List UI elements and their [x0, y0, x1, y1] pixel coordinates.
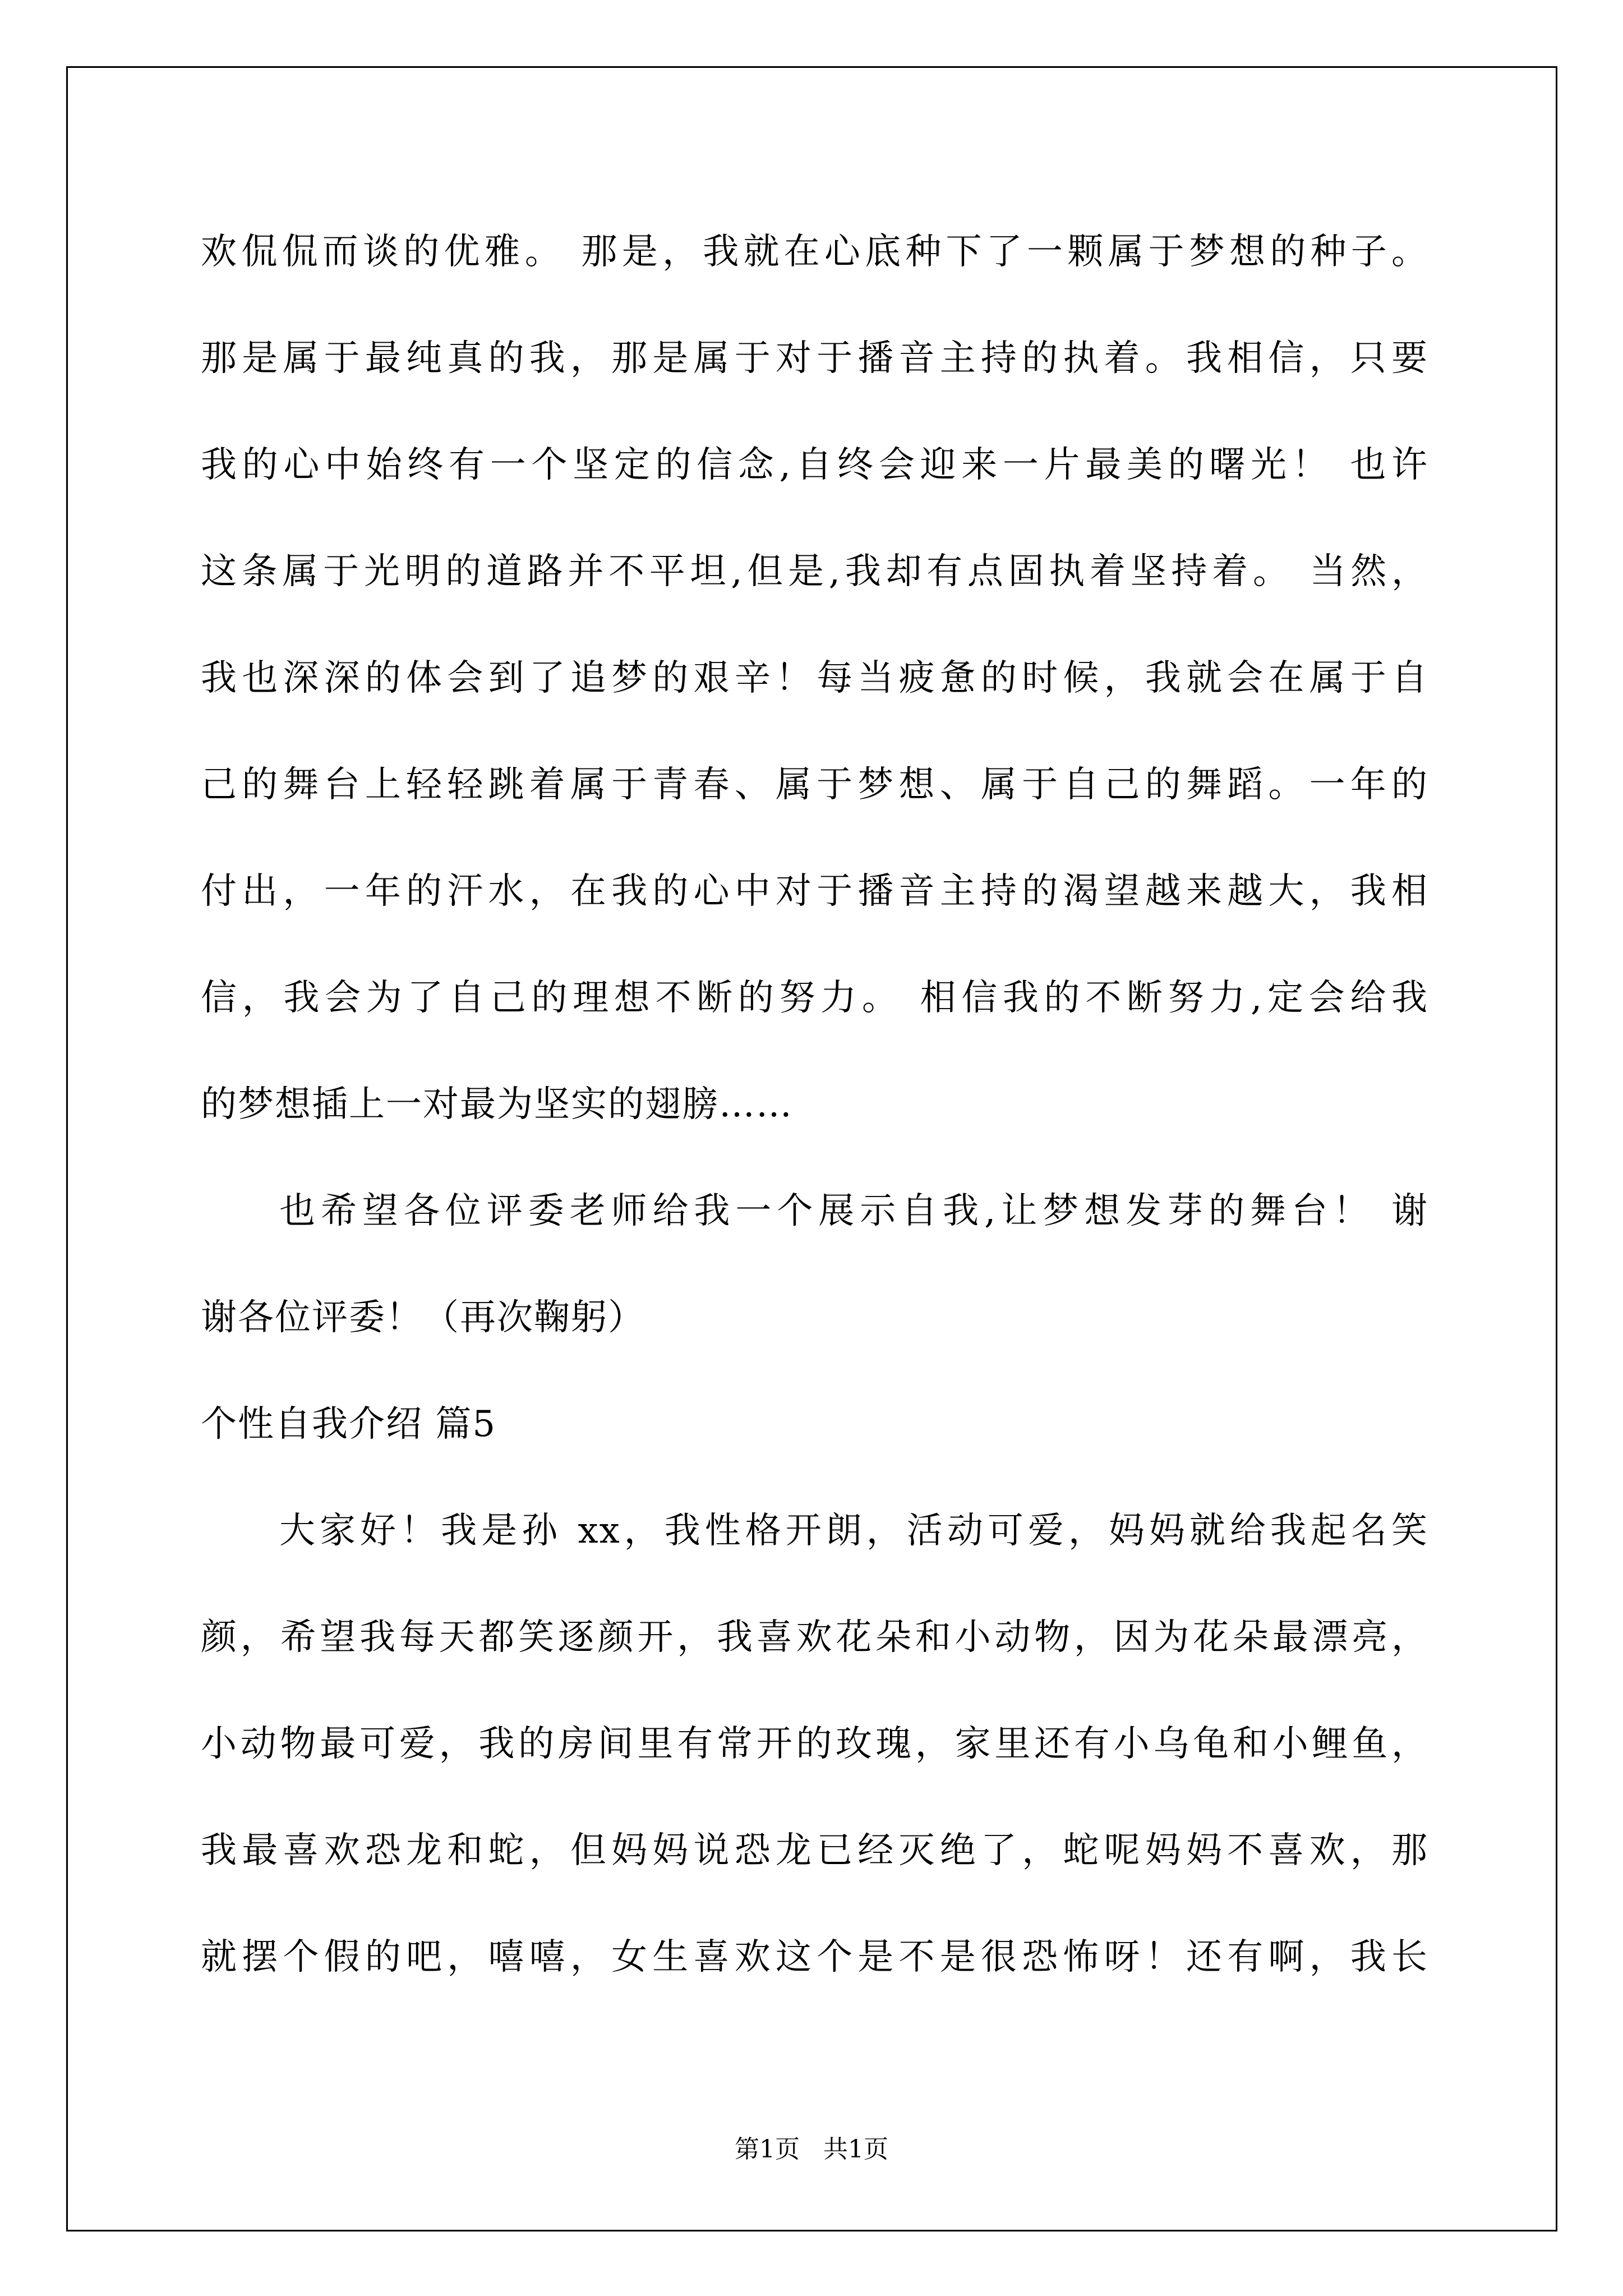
- page-number-footer: 第1页 共1页: [735, 2135, 888, 2164]
- text-line: 那是属于最纯真的我，那是属于对于播音主持的执着。我相信，只要: [201, 338, 1428, 379]
- text-line: 谢各位评委！（再次鞠躬）: [201, 1297, 645, 1338]
- text-line: 信，我会为了自己的理想不断的努力。 相信我的不断努力,定会给我: [201, 977, 1428, 1019]
- text-line: 付出，一年的汗水，在我的心中对于播音主持的渴望越来越大，我相: [201, 871, 1428, 912]
- section-heading: 个性自我介绍 篇5: [201, 1404, 497, 1445]
- paragraph: [201, 1158, 1428, 1371]
- text-line: 就摆个假的吧，嘻嘻，女生喜欢这个是不是很恐怖呀！还有啊，我长: [201, 1936, 1428, 1978]
- document-body: [201, 199, 1428, 2010]
- text-line: 我最喜欢恐龙和蛇，但妈妈说恐龙已经灭绝了，蛇呢妈妈不喜欢，那: [201, 1830, 1428, 1871]
- text-line: 我的心中始终有一个坚定的信念,自终会迎来一片最美的曙光！ 也许: [201, 444, 1428, 486]
- paragraph: [201, 199, 1428, 1158]
- text-line: 欢侃侃而谈的优雅。 那是，我就在心底种下了一颗属于梦想的种子。: [201, 231, 1428, 273]
- text-line: 这条属于光明的道路并不平坦,但是,我却有点固执着坚持着。 当然，: [201, 551, 1428, 592]
- text-line: 己的舞台上轻轻跳着属于青春、属于梦想、属于自己的舞蹈。一年的: [201, 764, 1428, 806]
- text-line: 的梦想插上一对最为坚实的翅膀……: [201, 1084, 793, 1125]
- text-line: 也希望各位评委老师给我一个展示自我,让梦想发芽的舞台！ 谢: [279, 1190, 1428, 1232]
- text-line: 颜，希望我每天都笑逐颜开，我喜欢花朵和小动物，因为花朵最漂亮，: [201, 1617, 1428, 1658]
- text-line: 小动物最可爱，我的房间里有常开的玫瑰，家里还有小乌龟和小鲤鱼，: [201, 1723, 1428, 1765]
- text-line: 我也深深的体会到了追梦的艰辛！每当疲惫的时候，我就会在属于自: [201, 657, 1428, 699]
- paragraph: [201, 1478, 1428, 2010]
- text-line: 大家好！我是孙 xx，我性格开朗，活动可爱，妈妈就给我起名笑: [279, 1510, 1428, 1552]
